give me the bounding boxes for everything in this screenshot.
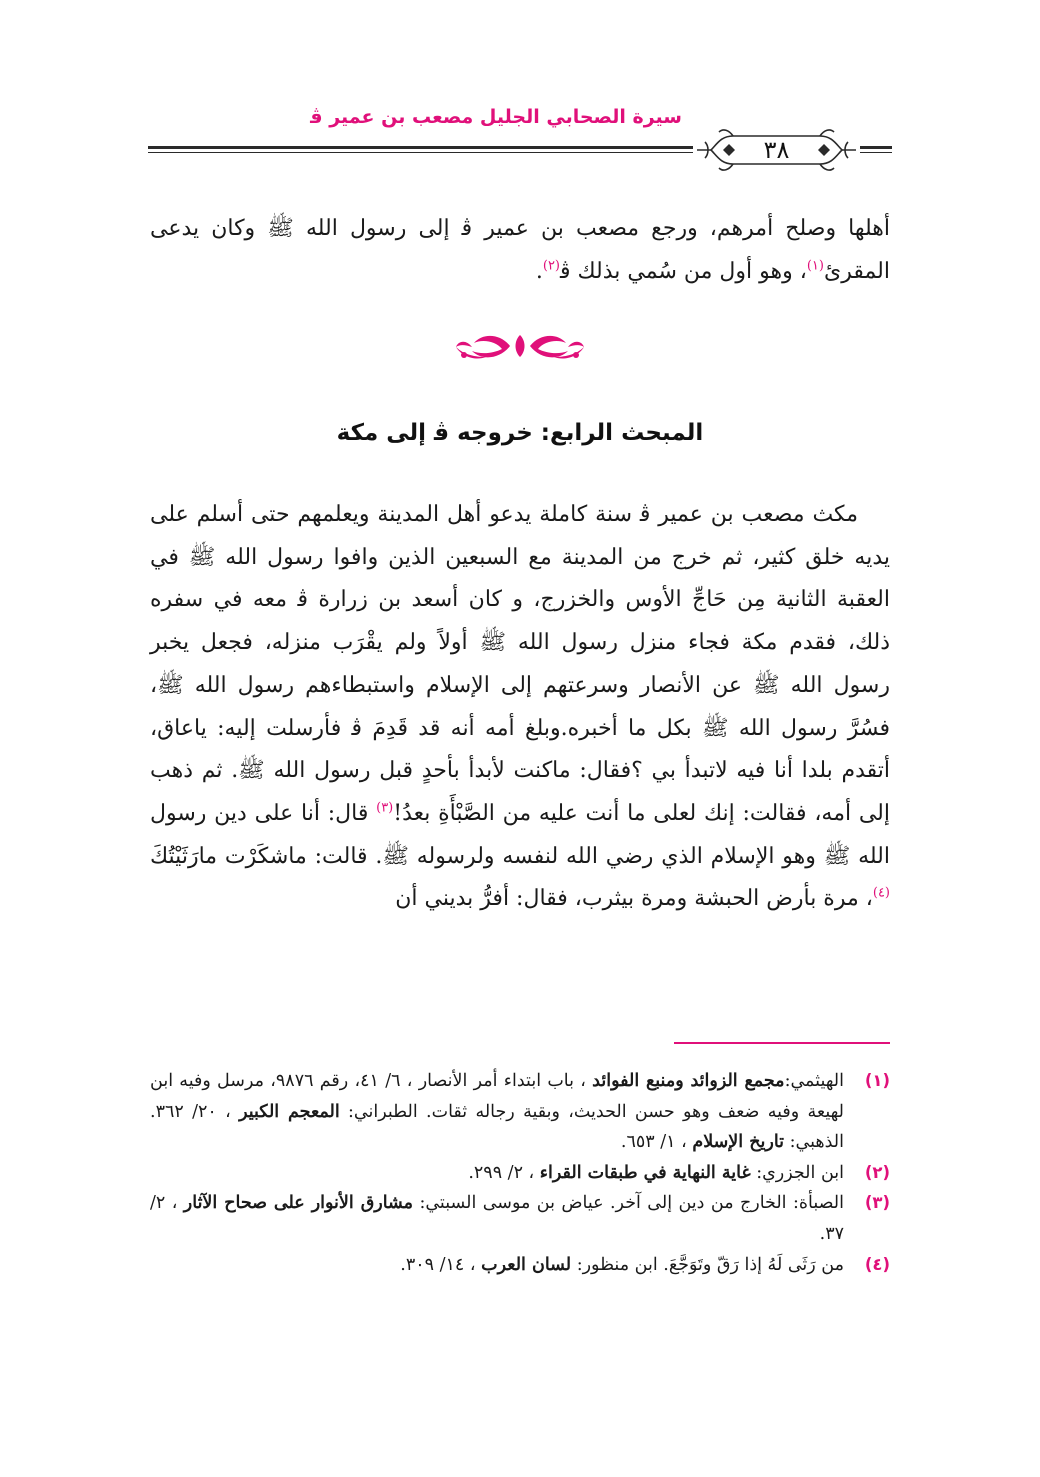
- footnote-text: ، ٢/ ٣٧.: [150, 1193, 844, 1244]
- footnote-1: [150, 1066, 890, 1158]
- footnote-title: غاية النهاية في طبقات القراء: [539, 1162, 751, 1183]
- footnote-title: مجمع الزوائد ومنبع الفوائد: [592, 1071, 785, 1091]
- intro-text-3: .: [535, 258, 543, 284]
- main-paragraph: [150, 494, 890, 921]
- footnote-number: (٢): [864, 1162, 890, 1182]
- section-divider-ornament: [452, 325, 588, 367]
- footnote-3: [150, 1188, 890, 1249]
- footnote-4: [150, 1250, 890, 1281]
- page-header: [148, 100, 892, 164]
- main-text-3: ، مرة بأرض الحبشة ومرة بيثرب، فقال: أفرُّ بديني أن: [395, 886, 873, 912]
- footnote-text-2: ، ٢٠/ ٣٦٢. الذهبي:: [150, 1101, 844, 1153]
- header-rule-right-thin: [860, 152, 892, 153]
- footnote-number: (١): [864, 1071, 890, 1090]
- footnote-text-3: ، ١/ ٦٥٣.: [620, 1132, 693, 1153]
- footnote-author: من رَثَى لَهُ إذا رَقّ وتَوَجَّعَ. ابن منظور:: [571, 1254, 844, 1275]
- header-rule-thin: [148, 152, 693, 153]
- main-text-1: مكث مصعب بن عمير ﭬ سنة كاملة يدعو أهل المدينة ويعلمهم حتى أسلم على يديه خلق كثير، ثم خرج من المدينة مع السبعين الذين وافوا رسول الله ﷺ في العقبة الثانية مِن حَاجِّ الأوس والخزرج، و كان أسعد بن زرارة ﭬ معه في سفره ذلك، فقدم مكة فجاء منزل رسول الله ﷺ أولاً ولم يقْرَب منزله، فجعل يخبر رسول الله ﷺ عن الأنصار وسرعتهم إلى الإسلام واستبطاءهم رسول الله ﷺ، فسُرَّ رسول الله ﷺ بكل ما أخبره.وبلغ أمه أنه قد قَدِمَ ﭬ فأرسلت إليه: ياعاق، أتقدم بلدا أنا فيه لاتبدأ بي ؟فقال: ماكنت لأبدأ بأحدٍ قبل رسول الله ﷺ. ثم ذهب إلى أمه، فقالت: إنك لعلى ما أنت عليه من الصَّبْأَةِ بعدُ!: [150, 502, 891, 826]
- footnote-title: لسان العرب: [481, 1254, 572, 1275]
- footnote-title: مشارق الأنوار على صحاح الآثار: [183, 1193, 414, 1214]
- footnotes: [150, 1066, 890, 1280]
- footnote-title-3: تاريخ الإسلام: [692, 1132, 785, 1153]
- footnote-text: ، باب ابتداء أمر الأنصار ، ٦/ ٤١، رقم ٩٨٧٦، مرسل وفيه ابن لهيعة وفيه ضعف وهو حسن الحديث، وبقية رجاله ثقات. الطبراني:: [150, 1071, 845, 1122]
- footnote-separator: [674, 1042, 890, 1044]
- footnote-author: الهيثمي:: [784, 1071, 844, 1091]
- page-number: ٣٨: [763, 136, 790, 164]
- footnote-ref-1[interactable]: (١): [806, 258, 824, 274]
- footnote-number: (٣): [864, 1193, 890, 1213]
- header-rule-right: [860, 146, 892, 149]
- header-rule: [148, 146, 693, 149]
- intro-paragraph: [150, 208, 890, 293]
- footnote-number: (٤): [864, 1254, 890, 1274]
- footnote-text: ، ٢/ ٢٩٩.: [468, 1162, 540, 1183]
- floral-divider-icon: [452, 325, 588, 367]
- footnote-text: ، ١٤/ ٣٠٩.: [400, 1254, 482, 1275]
- running-title: سيرة الصحابي الجليل مصعب بن عمير ﭬ: [310, 106, 682, 128]
- footnote-ref-2[interactable]: (٢): [542, 258, 560, 274]
- page-number-ornament: [693, 124, 860, 176]
- footnote-author: ابن الجزري:: [750, 1162, 844, 1183]
- footnote-2: [150, 1158, 890, 1189]
- footnote-title-2: المعجم الكبير: [239, 1101, 340, 1122]
- footnote-ref-4[interactable]: (٤): [872, 886, 890, 901]
- footnote-author: الصبأة: الخارج من دين إلى آخر. عياض بن موسى السبتي:: [413, 1193, 844, 1214]
- main-text-2: قال: أنا على دين رسول الله ﷺ وهو الإسلام الذي رضي الله لنفسه ولرسوله ﷺ. قالت: ماشكَرْت مارَثَيْتُكَ: [150, 800, 890, 869]
- section-heading: المبحث الرابع: خروجه ﭬ إلى مكة: [336, 420, 704, 446]
- intro-text-1: أهلها وصلح أمرهم، ورجع مصعب بن عمير ﭬ إلى رسول الله ﷺ وكان يدعى المقرئ: [150, 216, 890, 284]
- footnote-ref-3[interactable]: (٣): [376, 800, 394, 816]
- intro-text-2: ، وهو أول من سُمي بذلك ﭬ: [560, 258, 807, 284]
